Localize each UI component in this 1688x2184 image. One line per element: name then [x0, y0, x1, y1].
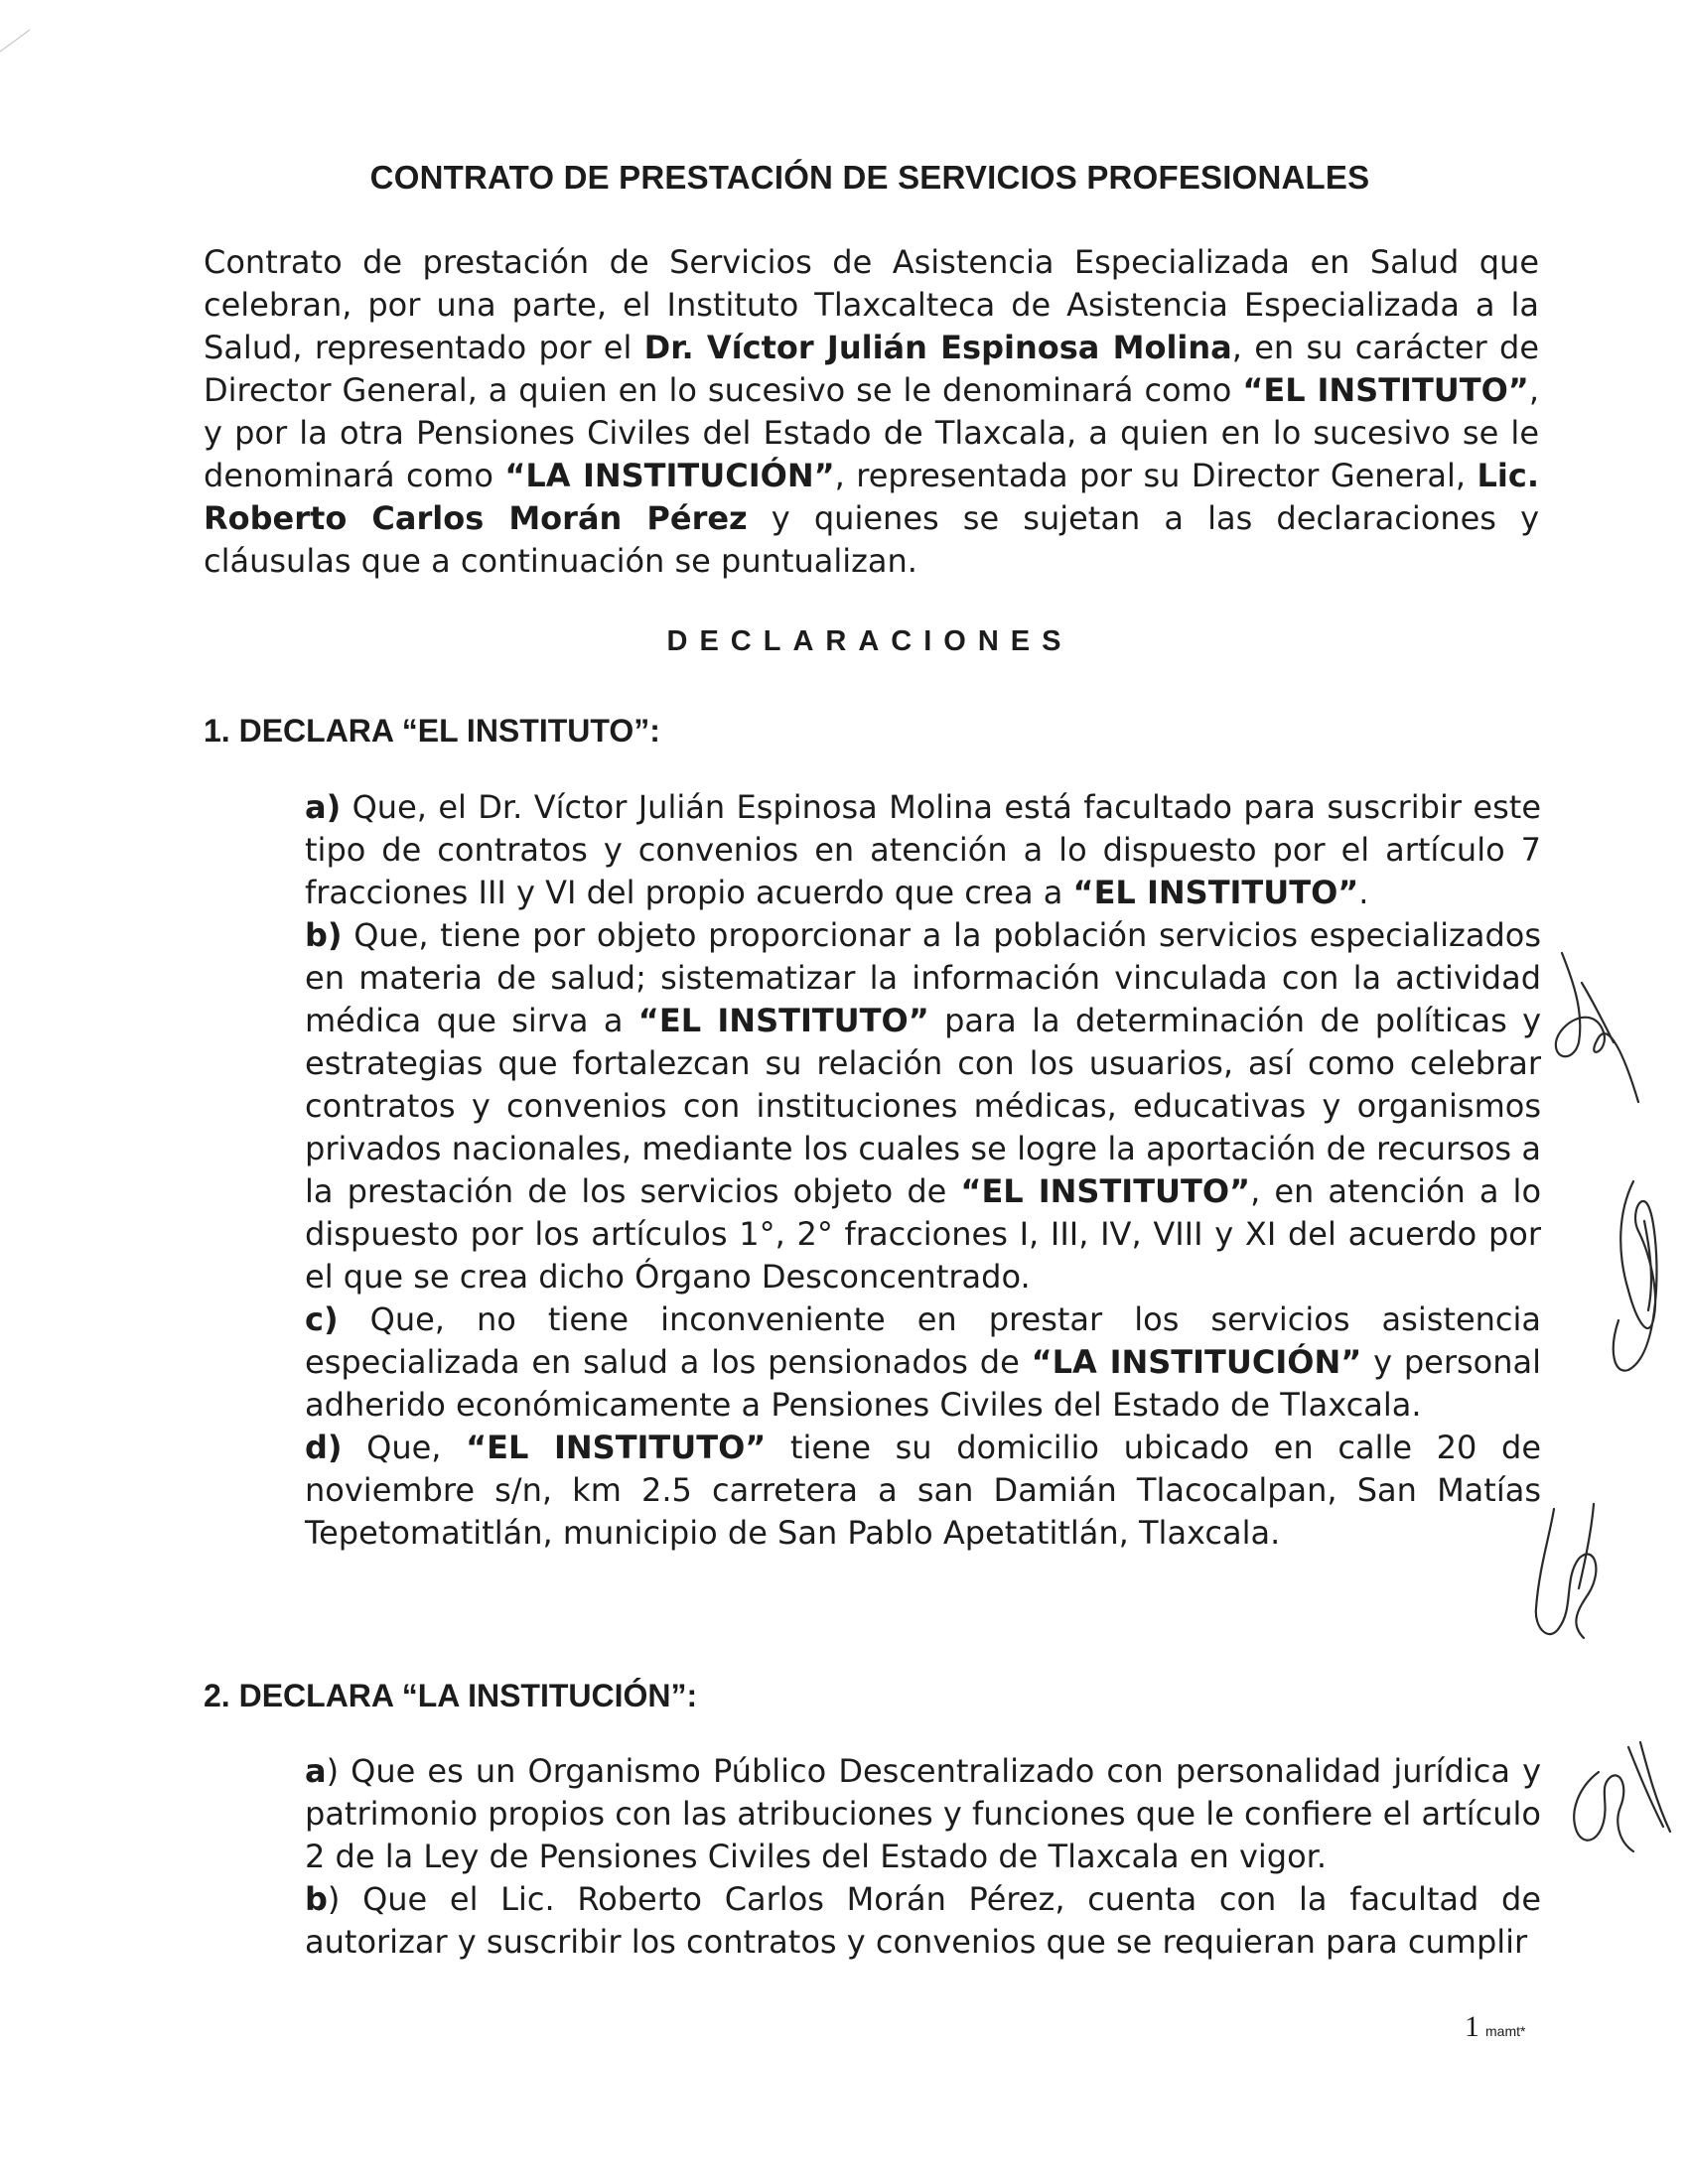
clause-1d: d) Que, “EL INSTITUTO” tiene su domicilio ubicado en calle 20 de noviembre s/n, km 2.5 carretera a san Damián Tlacocalpan, San Matías Tepetomatitlán, municipio de San Pablo Apetatitlán, Tlaxcala. [305, 1429, 1542, 1552]
el-instituto-term: “EL INSTITUTO” [1242, 371, 1529, 409]
page-number: 1 [1465, 2010, 1479, 2043]
la-institucion-term: “LA INSTITUCIÓN” [504, 457, 835, 494]
director-institucion-name: Lic. Roberto Carlos Morán Pérez [204, 457, 1540, 537]
footer-initials: mamt* [1485, 2023, 1526, 2039]
page-corner-mark [0, 0, 60, 60]
declarations-heading: DECLARACIONES [666, 625, 1073, 657]
clause-1c: c) Que, no tiene inconveniente en prestar los servicios asistencia especializada en salud a los pensionados de “LA INSTITUCIÓN” y personal adherido económicamente a Pensiones Civiles del Estado de Tlaxcala. [305, 1300, 1542, 1424]
section-2-heading: 2. DECLARA “LA INSTITUCIÓN”: [204, 1678, 698, 1713]
director-instituto-name: Dr. Víctor Julián Espinosa Molina [643, 329, 1232, 366]
signature-mark-4 [1559, 1732, 1678, 1881]
section-2-clauses [305, 1750, 1541, 1964]
section-1-clauses [305, 786, 1541, 1555]
clause-1b: b) Que, tiene por objeto proporcionar a la población servicios especializados en materia de salud; sistematizar la información vinculada con la actividad médica que sirva a “EL INSTITUTO” para la determinación de políticas y estrategias que fortalezcan su relación con los usuarios, así como celebrar contratos y convenios con instituciones médicas, educativas y organismos privados nacionales, mediante los cuales se logre la aportación de recursos a la prestación de los servicios objeto de “EL INSTITUTO”, en atención a lo dispuesto por los artículos 1°, 2° fracciones I, III, IV, VIII y XI del acuerdo por el que se crea dicho Órgano Desconcentrado. [305, 916, 1542, 1296]
page-footer [1465, 2010, 1525, 2044]
clause-2b: b) Que el Lic. Roberto Carlos Morán Pérez, cuenta con la facultad de autorizar y suscribir los contratos y convenios que se requieran para cumplir [305, 1880, 1541, 1961]
section-1-heading: 1. DECLARA “EL INSTITUTO”: [204, 713, 660, 749]
document-title: CONTRATO DE PRESTACIÓN DE SERVICIOS PROFESIONALES [369, 159, 1370, 196]
clause-1a: a) Que, el Dr. Víctor Julián Espinosa Molina está facultado para suscribir este tipo de contratos y convenios en atención a lo dispuesto por el artículo 7 fracciones III y VI del propio acuerdo que crea a “EL INSTITUTO”. [305, 788, 1541, 911]
signature-mark-2 [1599, 1171, 1678, 1380]
clause-2a: a) Que es un Organismo Público Descentralizado con personalidad jurídica y patrimonio propios con las atribuciones y funciones que le confiere el artículo 2 de la Ley de Pensiones Civiles del Estado de Tlaxcala en vigor. [305, 1752, 1541, 1875]
signature-mark-1 [1544, 943, 1653, 1112]
intro-paragraph: Contrato de prestación de Servicios de Asistencia Especializada en Salud que celebran, por una parte, el Instituto Tlaxcalteca de Asistencia Especializada a la Salud, representado por el Dr. Víctor Julián Espinosa Molina, en su carácter de Director General, a quien en lo sucesivo se le denominará como “EL INSTITUTO”, y por la otra Pensiones Civiles del Estado de Tlaxcala, a quien en lo sucesivo se le denominará como “LA INSTITUCIÓN”, representada por su Director General, Lic. Roberto Carlos Morán Pérez y quienes se sujetan a las declaraciones y cláusulas que a continuación se puntualizan. [204, 243, 1540, 580]
signature-mark-3 [1524, 1499, 1623, 1648]
